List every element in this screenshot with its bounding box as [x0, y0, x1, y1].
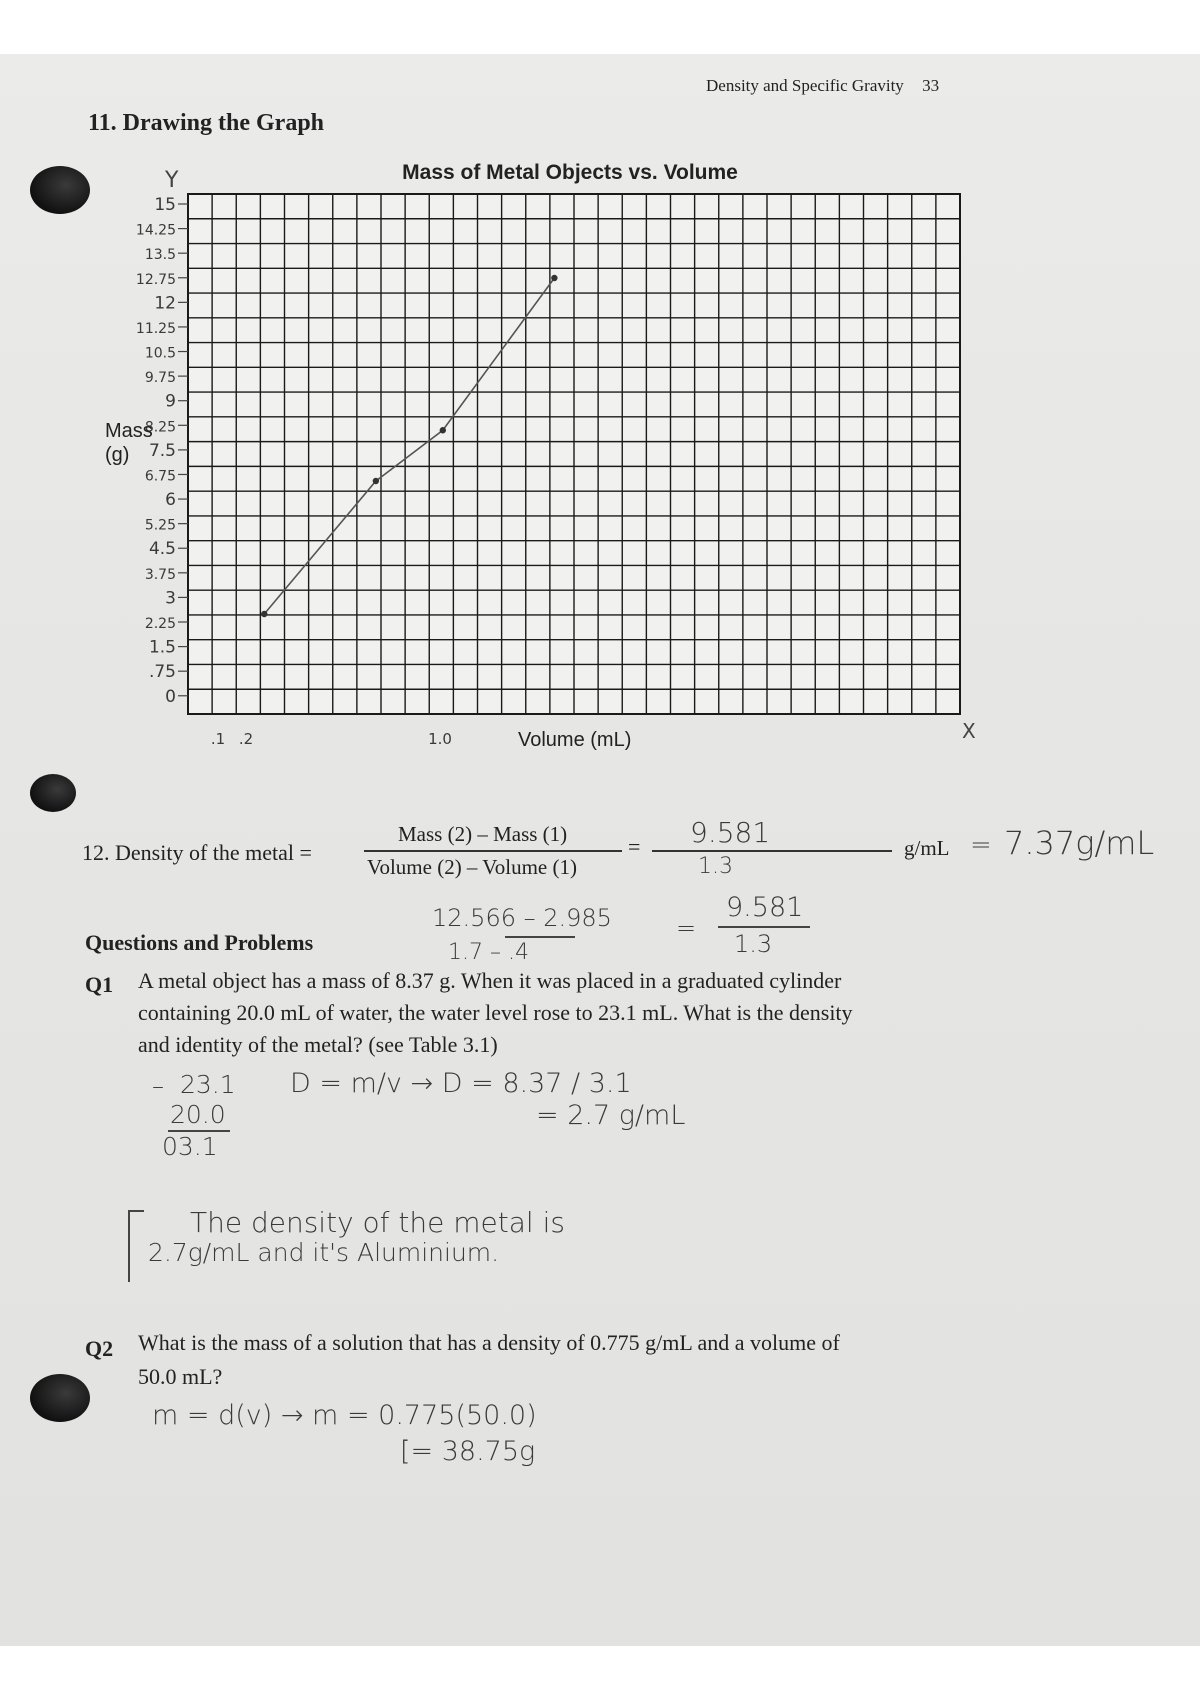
x-axis-label: Volume (mL)	[518, 729, 632, 751]
data-point	[440, 427, 446, 433]
y-tick-labels	[136, 195, 188, 707]
y-axis-label-mass: Mass	[105, 420, 153, 442]
q1-work-sub1: 23.1	[180, 1070, 236, 1099]
q12-hand-result: 7.37g/mL	[1004, 824, 1155, 862]
section-11-title: 11. Drawing the Graph	[88, 110, 325, 136]
y-tick-label: 0	[165, 686, 176, 707]
y-tick-label: 10.5	[144, 345, 176, 362]
q1-answer-bracket	[128, 1210, 144, 1282]
mass-volume-graph	[0, 54, 1200, 774]
y-tick-label: 9.75	[144, 370, 176, 387]
punch-hole-middle	[30, 774, 76, 812]
data-point	[373, 478, 379, 484]
y-tick-label: 13.5	[144, 247, 176, 264]
q12-work-denominator: 1.7 – .4	[448, 940, 529, 965]
q1-text-line3: and identity of the metal? (see Table 3.1)	[138, 1032, 498, 1057]
y-tick-label: 3	[165, 588, 176, 609]
y-tick-label: 14.25	[135, 222, 176, 239]
q12-work-numerator-2: 9.581	[726, 892, 804, 923]
y-tick-label: 5.25	[144, 517, 176, 534]
q2-work-line1: m = d(v) → m = 0.775(50.0)	[152, 1400, 537, 1431]
graph-grid	[188, 194, 960, 714]
q12-hand-numerator: 9.581	[690, 816, 771, 849]
q12-equals-2: =	[970, 830, 992, 860]
q1-work-sub3: 03.1	[162, 1132, 218, 1161]
x-tick-label: .1	[210, 730, 226, 748]
q12-numerator: Mass (2) – Mass (1)	[398, 822, 568, 846]
q12-work-numerator: 12.566 – 2.985	[432, 904, 612, 932]
y-axis-letter: Y	[165, 168, 179, 193]
q12-work-bar	[505, 936, 575, 938]
q12-work-equals: =	[676, 914, 697, 942]
page-number: 33	[922, 76, 940, 95]
y-axis-label-unit: (g)	[105, 444, 130, 466]
q1-label: Q1	[85, 972, 114, 997]
running-title: Density and Specific Gravity	[706, 76, 904, 95]
q1-work-result: = 2.7 g/mL	[536, 1100, 686, 1131]
data-point	[261, 611, 267, 617]
q2-text-line1: What is the mass of a solution that has a density of 0.775 g/mL and a volume of	[138, 1330, 840, 1355]
q12-answer-bar	[652, 850, 892, 852]
q12-equals: =	[628, 834, 641, 859]
q1-work-minus: –	[152, 1072, 164, 1100]
q1-answer-line2: 2.7g/mL and it's Aluminium.	[148, 1238, 500, 1267]
y-tick-label: 12.75	[135, 271, 176, 288]
y-tick-label: 6	[165, 490, 176, 511]
x-axis-letter: X	[962, 719, 976, 743]
y-tick-label: 9	[165, 391, 176, 412]
y-tick-label: .75	[148, 662, 176, 683]
q12-denominator: Volume (2) – Volume (1)	[367, 855, 577, 879]
q1-work-formula: D = m/v → D = 8.37 / 3.1	[290, 1068, 632, 1099]
x-tick-label: .2	[238, 730, 254, 748]
y-tick-label: 6.75	[144, 468, 176, 485]
graph-title: Mass of Metal Objects vs. Volume	[402, 161, 738, 184]
q12-label: 12. Density of the metal =	[82, 840, 312, 865]
q12-units: g/mL	[904, 836, 950, 860]
q12-hand-denominator: 1.3	[698, 854, 733, 879]
worksheet-photo	[0, 54, 1200, 1646]
q1-text-line2: containing 20.0 mL of water, the water level rose to 23.1 mL. What is the density	[138, 1000, 853, 1025]
q2-work-line2: [= 38.75g	[400, 1436, 536, 1467]
q1-text-line1: A metal object has a mass of 8.37 g. When it was placed in a graduated cylinder	[138, 968, 842, 993]
punch-hole-bottom	[30, 1374, 90, 1422]
y-tick-label: 8.25	[144, 419, 176, 436]
q1-work-sub2: 20.0	[170, 1100, 226, 1129]
y-tick-label: 15	[154, 195, 176, 215]
q2-label: Q2	[85, 1336, 114, 1361]
q12-work-bar-2	[718, 926, 810, 928]
q2-text-line2: 50.0 mL?	[138, 1364, 223, 1389]
data-point	[551, 275, 557, 281]
x-tick-labels	[211, 730, 452, 748]
q12-work-denominator-2: 1.3	[734, 930, 773, 958]
q1-answer-line1: The density of the metal is	[190, 1206, 565, 1239]
y-tick-label: 4.5	[148, 539, 176, 560]
y-tick-label: 12	[154, 293, 176, 314]
q12-fraction-bar	[364, 850, 622, 852]
y-tick-label: 11.25	[135, 320, 176, 337]
x-tick-label: 1.0	[428, 730, 452, 748]
y-tick-label: 7.5	[148, 440, 176, 461]
questions-title: Questions and Problems	[85, 930, 314, 955]
y-tick-label: 2.25	[144, 616, 176, 633]
y-tick-label: 1.5	[148, 637, 176, 658]
y-tick-label: 3.75	[144, 566, 176, 583]
